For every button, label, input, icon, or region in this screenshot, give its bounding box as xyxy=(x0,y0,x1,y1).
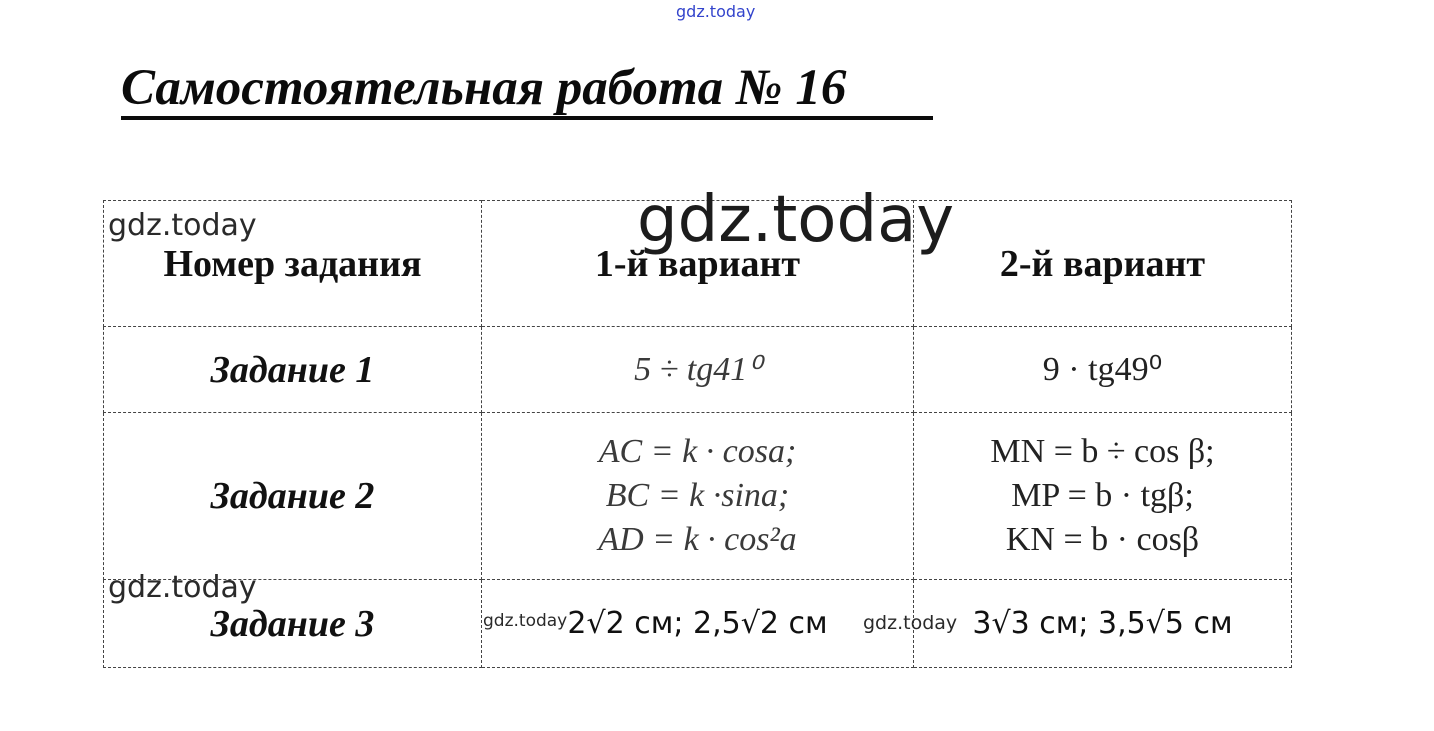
variant-1-answer: 2√2 см; 2,5√2 см xyxy=(567,606,828,641)
variant-1-answer xyxy=(482,430,913,562)
variant-1-cell xyxy=(482,327,914,413)
variant-2-cell xyxy=(914,580,1292,668)
watermark-header-left: gdz.today xyxy=(108,208,257,243)
variant-2-answer xyxy=(914,430,1291,562)
header-variant-2: 2-й вариант xyxy=(999,242,1206,285)
answer-line: 5 ÷ tg41⁰ xyxy=(634,350,761,388)
page-title: Самостоятельная работа № 16 xyxy=(121,60,847,116)
watermark-small-variant-1: gdz.today xyxy=(483,611,568,631)
answer-line: 9 · tg49⁰ xyxy=(1042,350,1163,388)
variant-1-answer xyxy=(482,348,913,392)
answer-line: BC = k ·sina; xyxy=(605,477,790,514)
variant-2-answer xyxy=(914,348,1291,392)
variant-1-cell xyxy=(482,413,914,580)
task-label: Задание 3 xyxy=(210,602,375,645)
answer-line: KN = b · cosβ xyxy=(1005,521,1200,558)
task-label: Задание 2 xyxy=(210,475,375,517)
watermark-task3: gdz.today xyxy=(108,570,257,605)
watermark-small-variant-2: gdz.today xyxy=(863,612,958,634)
answer-line: AC = k · cosa; xyxy=(598,433,797,470)
table-row xyxy=(104,413,1292,580)
variant-2-cell xyxy=(914,327,1292,413)
answer-line: AD = k · cos²a xyxy=(598,521,797,558)
watermark-top: gdz.today xyxy=(676,2,756,21)
table-row xyxy=(104,327,1292,413)
variant-2-answer: 3√3 см; 3,5√5 см xyxy=(972,606,1233,641)
task-cell xyxy=(104,413,482,580)
task-label: Задание 1 xyxy=(210,348,375,391)
variant-2-cell xyxy=(914,413,1292,580)
answers-table xyxy=(103,200,1292,668)
watermark-large: gdz.today xyxy=(637,183,955,257)
header-task-number: Номер задания xyxy=(163,242,422,285)
table-row xyxy=(104,580,1292,668)
header-cell-variant-2 xyxy=(914,201,1292,327)
task-cell xyxy=(104,327,482,413)
answer-line: MN = b ÷ cos β; xyxy=(990,433,1215,470)
answer-line: MP = b · tgβ; xyxy=(1011,477,1194,514)
title-underline xyxy=(121,116,933,120)
header-variant-1: 1-й вариант xyxy=(594,242,801,285)
